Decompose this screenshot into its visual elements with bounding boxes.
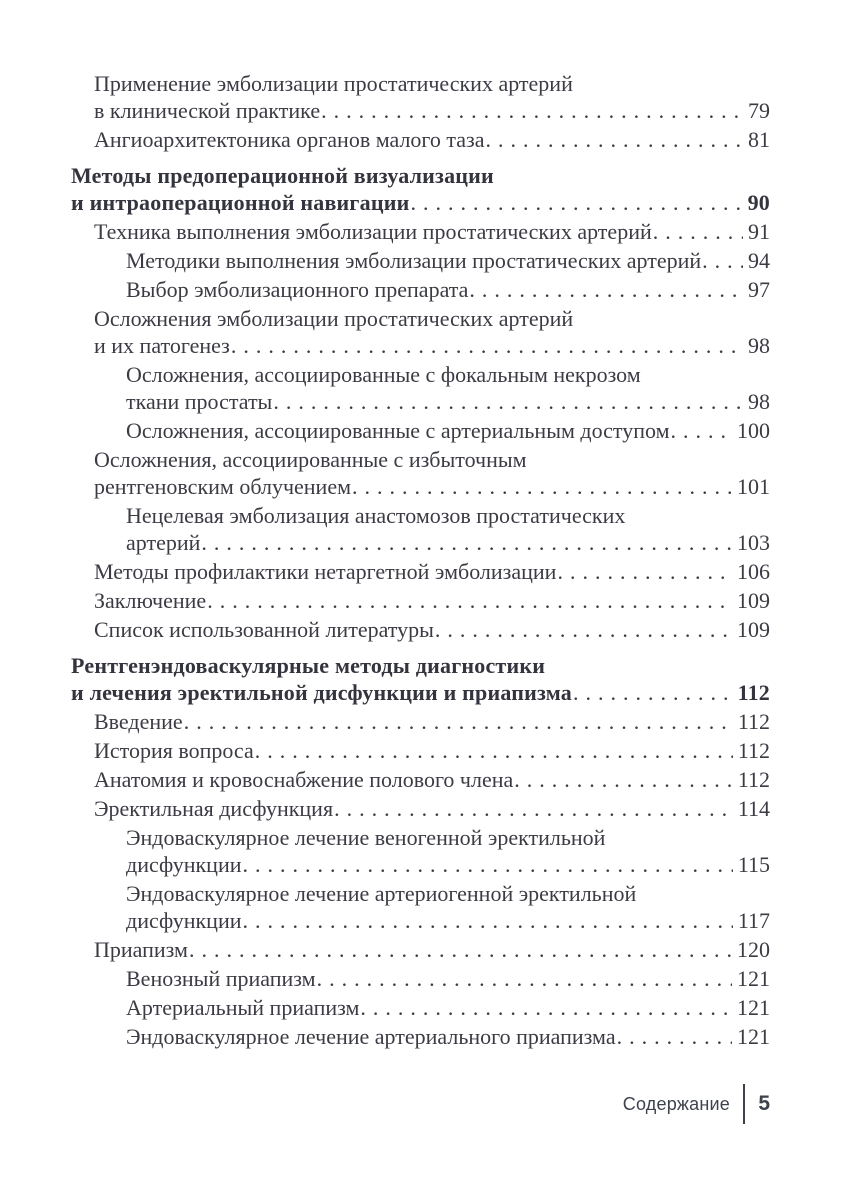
toc-entry [71, 880, 770, 934]
dot-leader [360, 994, 732, 1021]
toc-entry-lastline [94, 616, 770, 643]
dot-leader [189, 936, 732, 963]
toc-entry [71, 502, 770, 556]
dot-leader [231, 332, 743, 359]
toc-entry-title: Методы профилактики нетаргетной эмболизации [94, 559, 557, 584]
toc-entry-lastline [126, 388, 770, 415]
toc-entry-page-number: 112 [737, 709, 770, 734]
toc-entry-lastline [94, 936, 770, 963]
toc-entry [71, 936, 770, 963]
toc-entry-line: Рентгенэндоваскулярные методы диагностики [71, 653, 546, 678]
toc-entry [71, 126, 770, 153]
toc-entry-line: Нецелевая эмболизация анастомозов простатических [126, 503, 626, 528]
toc-entry-line: Применение эмболизации простатических артерий [94, 71, 573, 96]
toc-section-heading [71, 652, 770, 706]
toc-entry-title: Выбор эмболизационного препарата [126, 277, 469, 302]
footer-divider [743, 1084, 745, 1124]
toc-entry-line: Методы предоперационной визуализации [71, 163, 494, 188]
toc-entry-lastline [126, 965, 770, 992]
toc-entry-page-number: 98 [748, 389, 770, 414]
toc-entry [71, 1023, 770, 1050]
dot-leader [486, 126, 744, 153]
toc-entry-title: и интраоперационной навигации [71, 190, 410, 215]
dot-leader [671, 417, 732, 444]
toc-entry-title: Заключение [94, 588, 207, 613]
toc-entry-lastline [94, 737, 770, 764]
dot-leader [435, 616, 732, 643]
toc-entry-title: Методики выполнения эмболизации простатических артерий [126, 248, 702, 273]
toc-entry [71, 276, 770, 303]
toc-entry-lastline [126, 851, 770, 878]
toc-entry-lastline [126, 417, 770, 444]
toc-entry-title: Артериальный приапизм [126, 995, 360, 1020]
toc-entry-page-number: 94 [748, 248, 770, 273]
toc-entry-page-number: 98 [748, 333, 770, 358]
toc-entry-lastline [126, 994, 770, 1021]
toc-entry-line: Эндоваскулярное лечение артериогенной эректильной [126, 881, 637, 906]
toc-entry-title: История вопроса [94, 738, 254, 763]
toc-entry-page-number: 103 [737, 530, 770, 555]
toc-entry-line: Осложнения, ассоциированные с избыточным [94, 447, 527, 472]
toc-entry-title: Эндоваскулярное лечение артериального приапизма [126, 1024, 616, 1049]
toc-entry [71, 824, 770, 878]
toc-entry-page-number: 81 [748, 127, 770, 152]
toc-entry-page-number: 79 [748, 98, 770, 123]
toc-entry-title: в клинической практике [94, 98, 321, 123]
toc-entry-line: Осложнения, ассоциированные с фокальным некрозом [126, 362, 641, 387]
dot-leader [702, 247, 743, 274]
toc-entry [71, 305, 770, 359]
dot-leader [617, 1023, 732, 1050]
toc-entry [71, 994, 770, 1021]
toc-entry [71, 795, 770, 822]
toc-entry-title: и их патогенез [94, 333, 230, 358]
toc-entry-title: рентгеновским облучением [94, 474, 352, 499]
toc-entry [71, 70, 770, 124]
toc-entry-page-number: 109 [737, 617, 770, 642]
toc-entry-page-number: 115 [737, 852, 770, 877]
toc-entry-lastline [126, 1023, 770, 1050]
toc-entry-lastline [94, 126, 770, 153]
dot-leader [321, 97, 743, 124]
toc-entry-lastline [94, 795, 770, 822]
toc-entry [71, 737, 770, 764]
toc-entry [71, 218, 770, 245]
toc-entry-page-number: 109 [737, 588, 770, 613]
toc-entry [71, 417, 770, 444]
toc-entry-title: Осложнения, ассоциированные с артериальным доступом [126, 418, 670, 443]
toc-entry-title: Эректильная дисфункция [94, 796, 334, 821]
dot-leader [352, 473, 732, 500]
table-of-contents [71, 70, 770, 1052]
toc-entry-page-number: 91 [748, 219, 770, 244]
dot-leader [410, 189, 742, 216]
toc-entry [71, 708, 770, 735]
toc-entry-lastline [94, 708, 770, 735]
toc-entry [71, 965, 770, 992]
toc-entry-title: Ангиоархитектоника органов малого таза [94, 127, 485, 152]
toc-entry-lastline [71, 679, 770, 706]
toc-entry-page-number: 112 [737, 767, 770, 792]
toc-entry-line: Эндоваскулярное лечение веногенной эректильной [126, 825, 606, 850]
toc-entry-title: Анатомия и кровоснабжение полового члена [94, 767, 514, 792]
toc-entry-page-number: 100 [737, 418, 770, 443]
dot-leader [243, 907, 733, 934]
dot-leader [653, 218, 743, 245]
toc-entry-lastline [71, 189, 770, 216]
toc-entry-lastline [94, 218, 770, 245]
toc-entry-page-number: 114 [737, 796, 770, 821]
toc-entry-line: Осложнения эмболизации простатических артерий [94, 306, 574, 331]
toc-entry [71, 766, 770, 793]
toc-entry-lastline [126, 907, 770, 934]
toc-entry-page-number: 117 [737, 908, 770, 933]
toc-entry [71, 558, 770, 585]
toc-entry-lastline [126, 247, 770, 274]
toc-entry-lastline [94, 97, 770, 124]
toc-entry-title: Введение [94, 709, 183, 734]
toc-entry-page-number: 121 [737, 995, 770, 1020]
toc-entry-title: артерий [126, 530, 201, 555]
toc-entry-lastline [94, 473, 770, 500]
toc-entry-page-number: 112 [737, 680, 770, 705]
toc-entry [71, 446, 770, 500]
toc-entry-page-number: 112 [737, 738, 770, 763]
dot-leader [184, 708, 733, 735]
page-footer [623, 1083, 770, 1125]
toc-entry-title: дисфункции [126, 852, 242, 877]
toc-entry-title: ткани простаты [126, 389, 273, 414]
toc-entry-title: Венозный приапизм [126, 966, 316, 991]
toc-entry [71, 587, 770, 614]
toc-entry-lastline [94, 332, 770, 359]
toc-entry-page-number: 121 [737, 966, 770, 991]
footer-page-number: 5 [758, 1092, 770, 1115]
toc-entry-page-number: 90 [747, 190, 770, 215]
toc-entry-lastline [126, 529, 770, 556]
dot-leader [255, 737, 733, 764]
toc-entry-lastline [94, 766, 770, 793]
dot-leader [273, 388, 743, 415]
toc-entry-lastline [94, 558, 770, 585]
toc-entry-title: Приапизм [94, 937, 188, 962]
toc-entry-title: дисфункции [126, 908, 242, 933]
toc-entry-page-number: 121 [737, 1024, 770, 1049]
toc-entry-page-number: 106 [737, 559, 770, 584]
dot-leader [201, 529, 732, 556]
toc-entry-page-number: 101 [737, 474, 770, 499]
footer-section-label: Содержание [622, 1093, 730, 1114]
toc-entry [71, 247, 770, 274]
dot-leader [573, 679, 733, 706]
toc-entry [71, 361, 770, 415]
dot-leader [317, 965, 732, 992]
dot-leader [207, 587, 732, 614]
dot-leader [469, 276, 743, 303]
toc-entry-page-number: 120 [737, 937, 770, 962]
toc-entry-lastline [126, 276, 770, 303]
toc-entry-lastline [94, 587, 770, 614]
dot-leader [557, 558, 732, 585]
toc-section-heading [71, 162, 770, 216]
toc-entry-title: Список использованной литературы [94, 617, 434, 642]
dot-leader [514, 766, 733, 793]
toc-entry-title: Техника выполнения эмболизации простатических артерий [94, 219, 652, 244]
dot-leader [243, 851, 733, 878]
dot-leader [334, 795, 733, 822]
toc-entry-page-number: 97 [748, 277, 770, 302]
toc-entry [71, 616, 770, 643]
toc-entry-title: и лечения эректильной дисфункции и приапизма [71, 680, 572, 705]
